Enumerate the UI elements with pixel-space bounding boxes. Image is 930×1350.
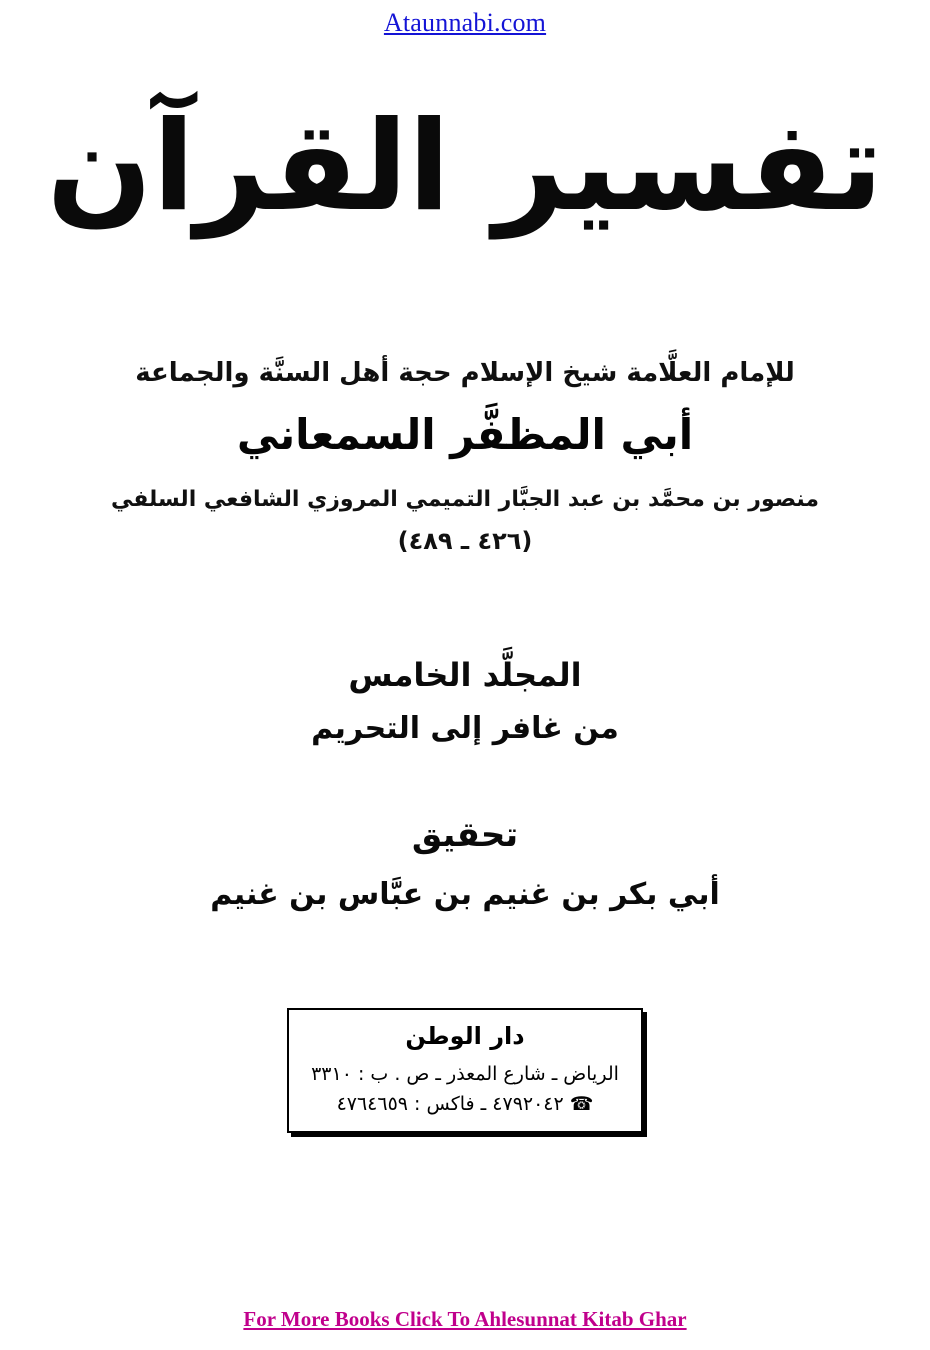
author-name: أبي المظفَّر السمعاني — [236, 410, 694, 460]
publisher-phone: ☎ ٤٧٩٢٠٤٢ ـ فاكس : ٤٧٦٤٦٥٩ — [336, 1093, 594, 1116]
publisher-box — [287, 1008, 643, 1133]
book-title: تفسير القرآن — [46, 95, 884, 239]
volume-surah-range: من غافر إلى التحريم — [311, 711, 619, 747]
editor-block — [0, 815, 930, 912]
author-life-dates: (٤٢٦ ـ ٤٨٩) — [397, 527, 533, 556]
footer-promo-link[interactable]: For More Books Click To Ahlesunnat Kitab Ghar — [243, 1307, 687, 1331]
author-block — [0, 354, 930, 555]
site-watermark-link[interactable]: Ataunnabi.com — [383, 8, 547, 37]
author-full-name: منصور بن محمَّد بن عبد الجبَّار التميمي المروزي الشافعي السلفي — [110, 487, 820, 513]
publisher-address: الرياض ـ شارع المعذر ـ ص . ب : ٣٣١٠ — [311, 1062, 619, 1085]
volume-block — [0, 651, 930, 753]
author-intro-line: للإمام العلَّامة شيخ الإسلام حجة أهل السنَّة والجماعة — [135, 358, 795, 389]
publisher-name: دار الوطن — [405, 1022, 525, 1051]
editor-name: أبي بكر بن غنيم بن عبَّاس بن غنيم — [210, 877, 720, 913]
tahqiq-label: تحقيق — [411, 815, 519, 856]
volume-number: المجلَّد الخامس — [348, 656, 582, 695]
